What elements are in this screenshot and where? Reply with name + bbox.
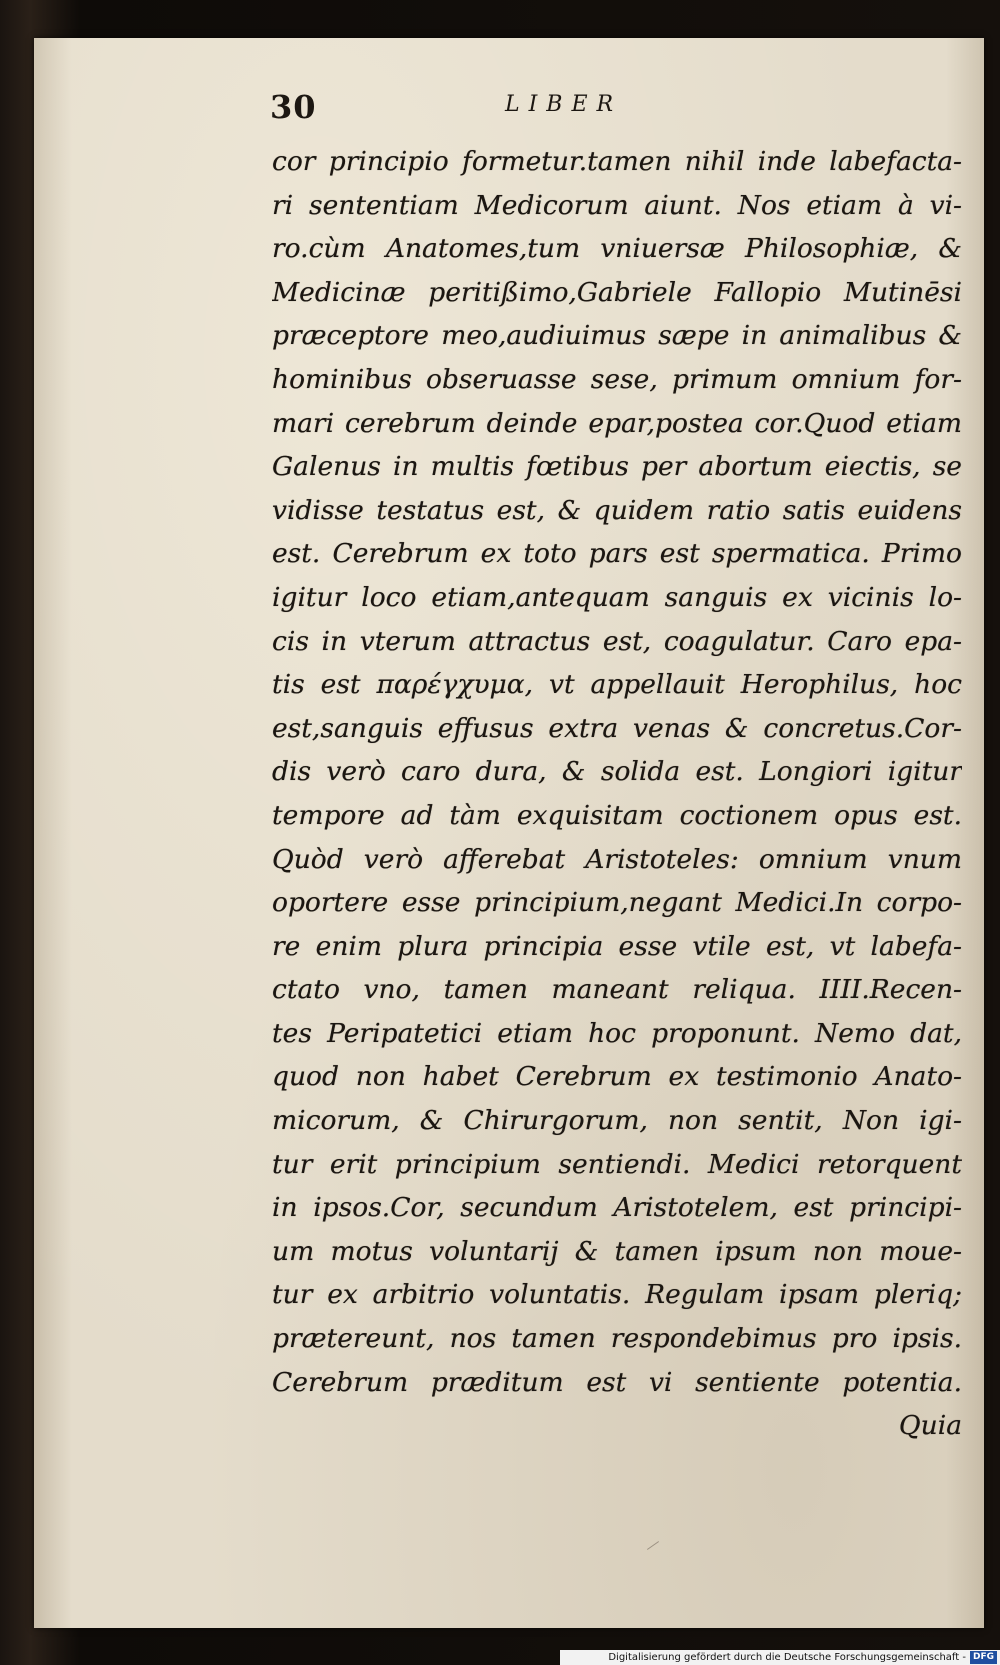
text-line: est. Cerebrum ex toto pars est spermatica. Primo (272, 538, 962, 570)
text-line: ro.cùm Anatomes,tum vniuersæ Philosophiæ, & (272, 233, 962, 265)
text-line: quod non habet Cerebrum ex testimonio Anato- (272, 1061, 962, 1093)
text-line: tempore ad tàm exquisitam coctionem opus est. (272, 799, 962, 831)
text-line: Medicinæ peritißimo,Gabriele Fallopio Mutinēsi (272, 276, 962, 308)
text-line: re enim plura principia esse vtile est, vt labefa- (272, 930, 962, 962)
text-line: cis in vterum attractus est, coagulatur. Caro epa- (272, 625, 962, 657)
running-head (270, 88, 930, 128)
text-line: ctato vno, tamen maneant reliqua. IIII.Recen- (272, 974, 962, 1006)
text-line: tis est παρέγχυμα, vt appellauit Herophilus, hoc (272, 669, 962, 701)
digitization-footer (560, 1650, 1000, 1665)
text-line: mari cerebrum deinde epar,postea cor.Quod etiam (272, 407, 962, 439)
text-line: ri sententiam Medicorum aiunt. Nos etiam à vi- (272, 189, 962, 221)
text-line: Cerebrum præditum est vi sentiente potentia. (272, 1366, 962, 1398)
page-number: 30 (270, 88, 317, 126)
text-line: dis verò caro dura, & solida est. Longiori igitur (272, 756, 962, 788)
text-line: micorum, & Chirurgorum, non sentit, Non igi- (272, 1105, 962, 1137)
catchword: Quia (898, 1410, 962, 1442)
text-line: oportere esse principium,negant Medici.In corpo- (272, 887, 962, 919)
text-line: Galenus in multis fœtibus per abortum eiectis, se (272, 451, 962, 483)
dfg-logo-icon: DFG (970, 1651, 997, 1664)
text-line: vidisse testatus est, & quidem ratio satis euidens (272, 494, 962, 526)
text-line: tur erit principium sentiendi. Medici retorquent (272, 1148, 962, 1180)
body-text (272, 140, 962, 1448)
text-line: præceptore meo,audiuimus sæpe in animalibus & (272, 320, 962, 352)
text-line: Quòd verò afferebat Aristoteles: omnium vnum (272, 843, 962, 875)
footer-text: Digitalisierung gefördert durch die Deutsche Forschungsgemeinschaft - (608, 1652, 966, 1663)
text-line: tes Peripatetici etiam hoc proponunt. Nemo dat, (272, 1017, 962, 1049)
text-line: cor principio formetur.tamen nihil inde labefacta- (272, 146, 962, 177)
text-line: prætereunt, nos tamen respondebimus pro ipsis. (272, 1323, 962, 1355)
text-line: in ipsos.Cor, secundum Aristotelem, est principi- (272, 1192, 962, 1224)
text-line: tur ex arbitrio voluntatis. Regulam ipsam pleriq; (272, 1279, 962, 1311)
text-line: um motus voluntarij & tamen ipsum non moue- (272, 1235, 962, 1267)
text-line: igitur loco etiam,antequam sanguis ex vicinis lo- (272, 581, 962, 613)
running-head-title: LIBER (505, 92, 623, 117)
text-line: hominibus obseruasse sese, primum omnium for- (272, 363, 962, 395)
text-line: est,sanguis effusus extra venas & concretus.Cor- (272, 712, 962, 744)
